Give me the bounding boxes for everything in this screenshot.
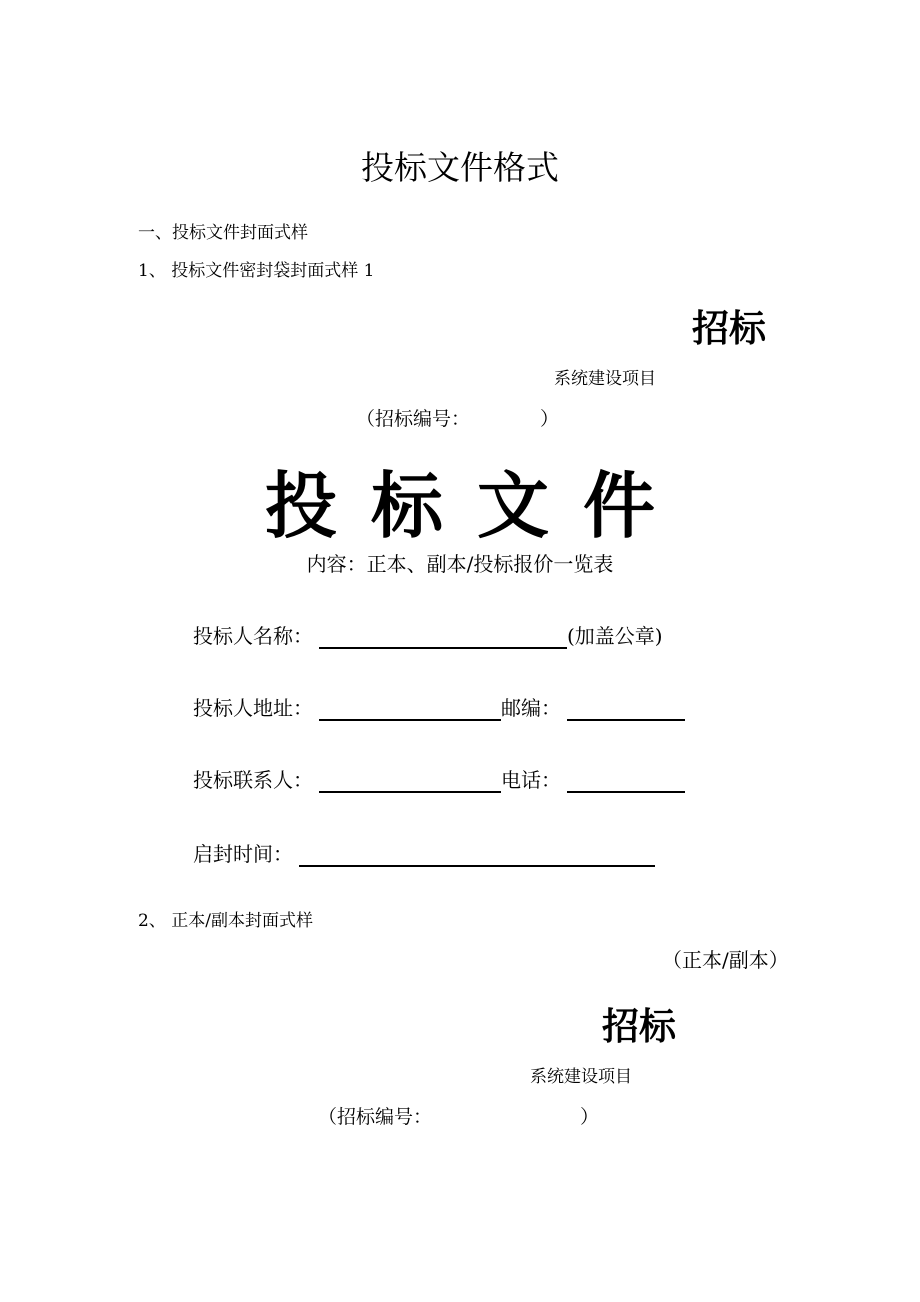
open-time-label: 启封时间： bbox=[193, 842, 293, 866]
subsection-heading-envelope-cover: 1、 投标文件密封袋封面式样 1 bbox=[138, 261, 375, 281]
bidder-name-blank bbox=[319, 625, 567, 649]
cover2-copy-label: （正本/副本） bbox=[662, 948, 789, 972]
seal-note: (加盖公章) bbox=[567, 624, 663, 648]
cover2-bid-word: 招标 bbox=[602, 1005, 676, 1048]
cover1-content-line: 内容：正本、副本/投标报价一览表 bbox=[306, 552, 614, 576]
postcode-label: 邮编： bbox=[501, 696, 561, 720]
cover2-bid-number-close: ） bbox=[580, 1106, 600, 1128]
cover2-project-name: 系统建设项目 bbox=[530, 1067, 632, 1087]
contact-blank bbox=[319, 769, 501, 793]
bidder-name-label: 投标人名称： bbox=[193, 624, 313, 648]
open-time-blank bbox=[299, 843, 655, 867]
bidder-address-label: 投标人地址： bbox=[193, 696, 313, 720]
contact-label: 投标联系人： bbox=[193, 768, 313, 792]
cover2-bid-number-open: （招标编号： bbox=[318, 1106, 433, 1128]
open-time-row bbox=[193, 838, 655, 867]
phone-blank bbox=[567, 769, 685, 793]
cover1-bid-number-close: ） bbox=[540, 408, 560, 430]
cover1-bid-word: 招标 bbox=[692, 307, 766, 350]
bidder-address-blank bbox=[319, 697, 501, 721]
subsection-heading-copy-cover: 2、 正本/副本封面式样 bbox=[138, 911, 313, 931]
postcode-blank bbox=[567, 697, 685, 721]
document-title: 投标文件格式 bbox=[361, 148, 559, 187]
bidder-address-row bbox=[193, 692, 685, 721]
phone-label: 电话： bbox=[501, 768, 561, 792]
bidder-name-row bbox=[193, 620, 663, 649]
cover1-big-title: 投标文件 bbox=[264, 464, 689, 548]
cover1-project-name: 系统建设项目 bbox=[554, 369, 656, 389]
section-heading-cover-style: 一、投标文件封面式样 bbox=[138, 223, 308, 243]
contact-row bbox=[193, 764, 685, 793]
cover1-bid-number-open: （招标编号： bbox=[356, 408, 471, 430]
